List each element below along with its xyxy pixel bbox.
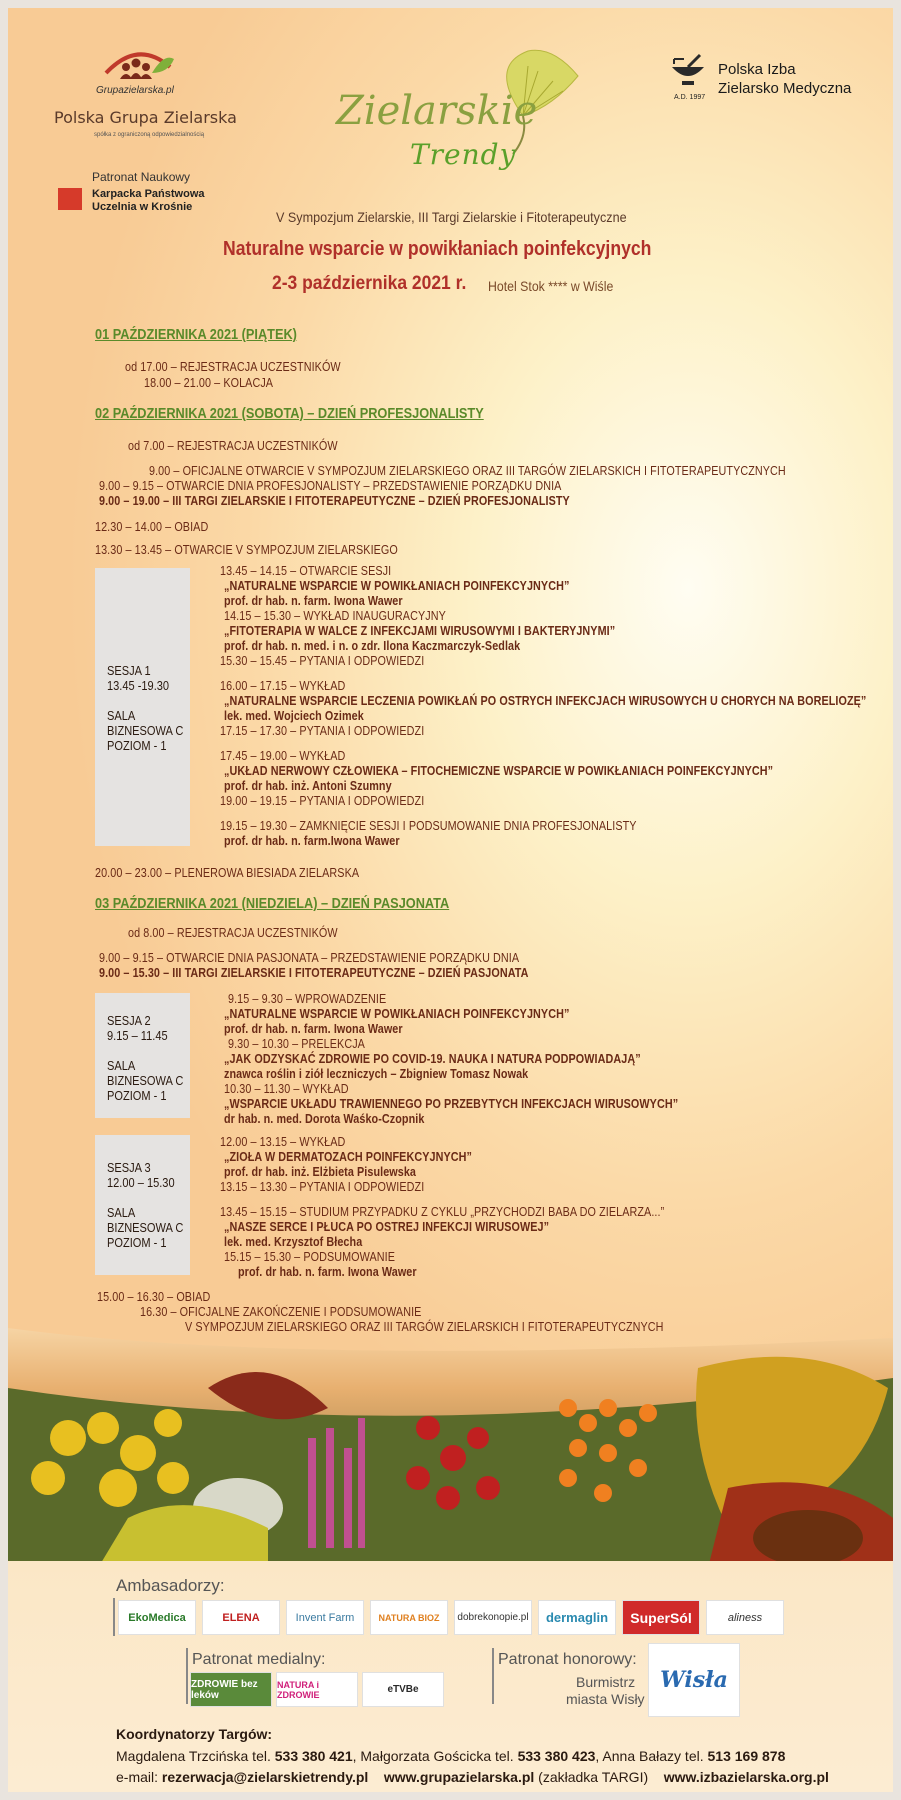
phone-3[interactable]: 513 169 878: [707, 1748, 786, 1764]
session3-item: „ZIOŁA W DERMATOZACH POINFEKCYJNYCH”: [224, 1149, 472, 1164]
session1-item: prof. dr hab. n. farm. Iwona Wawer: [224, 593, 403, 608]
session2-item: prof. dr hab. n. farm. Iwona Wawer: [224, 1021, 403, 1036]
ambassadors-label: Ambasadorzy:: [116, 1576, 225, 1595]
coordinators-label: Koordynatorzy Targów:: [116, 1726, 273, 1742]
session1-item: 19.00 – 19.15 – PYTANIA I ODPOWIEDZI: [220, 793, 425, 808]
autumn-herbs-photo: [8, 1328, 893, 1568]
grupa-logo-text: Grupazielarska.pl: [96, 85, 174, 96]
coordinators-line: [116, 1748, 785, 1764]
event-title: Naturalne wsparcie w powikłaniach poinfekcyjnych: [223, 238, 652, 260]
site-link-izba[interactable]: www.izbazielarska.org.pl: [663, 1769, 829, 1785]
day3-heading: 03 PAŹDZIERNIKA 2021 (NIEDZIELA) – DZIEŃ PASJONATA: [95, 895, 450, 912]
site-note: (zakładka TARGI): [534, 1769, 649, 1785]
coordinator-3: , Anna Bałazy tel.: [595, 1748, 708, 1764]
divider: [492, 1648, 494, 1704]
session2-item: 9.15 – 9.30 – WPROWADZENIE: [228, 991, 387, 1006]
patronat-naukowy-label: Patronat Naukowy: [92, 170, 191, 184]
session3-item: prof. dr hab. n. farm. Iwona Wawer: [238, 1264, 417, 1279]
day1-line: od 17.00 – REJESTRACJA UCZESTNIKÓW: [125, 359, 341, 374]
closing-line: V SYMPOZJUM ZIELARSKIEGO ORAZ III TARGÓW ZIELARSKICH I FITOTERAPEUTYCZNYCH: [185, 1319, 664, 1334]
contact-line: [116, 1769, 829, 1785]
session3-item: „NASZE SERCE I PŁUCA PO OSTREJ INFEKCJI WIRUSOWEJ”: [224, 1219, 550, 1234]
session2-item: „WSPARCIE UKŁADU TRAWIENNEGO PO PRZEBYTYCH INFEKCJACH WIRUSOWYCH”: [224, 1096, 679, 1111]
session3-item: 13.45 – 15.15 – STUDIUM PRZYPADKU Z CYKLU „PRZYCHODZI BABA DO ZIELARZA...”: [220, 1204, 665, 1219]
session2-item: dr hab. n. med. Dorota Waśko-Czopnik: [224, 1111, 425, 1126]
session1-item: prof. dr hab. inż. Antoni Szumny: [224, 778, 392, 793]
grupa-logo-icon: [98, 43, 178, 89]
session3-item: prof. dr hab. inż. Elżbieta Pisulewska: [224, 1164, 417, 1179]
day3-line: 9.00 – 9.15 – OTWARCIE DNIA PASJONATA – PRZEDSTAWIENIE PORZĄDKU DNIA: [99, 950, 520, 965]
email-label: e-mail:: [116, 1769, 162, 1785]
izba-name-1: Polska Izba: [718, 61, 796, 78]
site-link-grupa[interactable]: www.grupazielarska.pl: [383, 1769, 535, 1785]
sponsor-logo[interactable]: aliness: [706, 1600, 784, 1635]
honor-line-2: miasta Wisły: [566, 1691, 645, 1707]
coordinator-1: Magdalena Trzcińska tel.: [116, 1748, 275, 1764]
sponsor-logo[interactable]: dermaglin: [538, 1600, 616, 1635]
session3-box: [95, 1135, 190, 1275]
event-date: 2-3 października 2021 r.: [272, 273, 467, 294]
media-logo[interactable]: NATURA i ZDROWIE: [276, 1672, 358, 1707]
session1-item: 15.30 – 15.45 – PYTANIA I ODPOWIEDZI: [220, 653, 425, 668]
mortar-icon: [668, 53, 708, 95]
session1-item: 13.45 – 14.15 – OTWARCIE SESJI: [220, 563, 392, 578]
session2-box: [95, 993, 190, 1118]
izba-year: A.D. 1997: [674, 94, 706, 101]
phone-2[interactable]: 533 380 423: [517, 1748, 596, 1764]
day2-evening: 20.00 – 23.00 – PLENEROWA BIESIADA ZIELARSKA: [95, 865, 360, 880]
sponsor-logo[interactable]: SuperSól: [622, 1600, 700, 1635]
org-name: Polska Grupa Zielarska: [54, 108, 237, 127]
day1-line: 18.00 – 21.00 – KOLACJA: [144, 375, 274, 390]
divider: [186, 1648, 188, 1704]
closing-line: 16.30 – OFICJALNE ZAKOŃCZENIE I PODSUMOWANIE: [140, 1304, 422, 1319]
session1-item: „FITOTERAPIA W WALCE Z INFEKCJAMI WIRUSOWYMI I BAKTERYJNYMI”: [224, 623, 616, 638]
brand-subtitle: Trendy: [410, 138, 517, 171]
izba-name-2: Zielarsko Medyczna: [718, 80, 852, 97]
session1-item: 17.15 – 17.30 – PYTANIA I ODPOWIEDZI: [220, 723, 425, 738]
sponsor-logo[interactable]: dobrekonopie.pl: [454, 1600, 532, 1635]
brand-title: Zielarskie: [336, 88, 538, 134]
session1-item: 16.00 – 17.15 – WYKŁAD: [220, 678, 346, 693]
uczelnia-line-2: Uczelnia w Krośnie: [92, 201, 193, 213]
event-subtitle: V Sympozjum Zielarskie, III Targi Zielarskie i Fitoterapeutyczne: [276, 209, 627, 225]
session1-box-text: SESJA 1 13.45 -19.30 SALA BIZNESOWA C POZIOM - 1: [107, 663, 184, 753]
day2-line: od 7.00 – REJESTRACJA UCZESTNIKÓW: [128, 438, 338, 453]
session2-item: „JAK ODZYSKAĆ ZDROWIE PO COVID-19. NAUKA I NATURA PODPOWIADAJĄ”: [224, 1051, 641, 1066]
session3-item: lek. med. Krzysztof Błecha: [224, 1234, 363, 1249]
day2-line: 9.00 – OFICJALNE OTWARCIE V SYMPOZJUM ZIELARSKIEGO ORAZ III TARGÓW ZIELARSKICH I FITOTERAPEUTYCZNYCH: [149, 463, 786, 478]
sponsor-logo[interactable]: EkoMedica: [118, 1600, 196, 1635]
honor-label: Patronat honorowy:: [498, 1651, 637, 1668]
session1-item: „NATURALNE WSPARCIE LECZENIA POWIKŁAŃ PO OSTRYCH INFEKCJACH WIRUSOWYCH U CHORYCH NA BORELIOZĘ”: [224, 693, 867, 708]
day3-line: od 8.00 – REJESTRACJA UCZESTNIKÓW: [128, 925, 338, 940]
session3-item: 13.15 – 13.30 – PYTANIA I ODPOWIEDZI: [220, 1179, 425, 1194]
session3-item: 12.00 – 13.15 – WYKŁAD: [220, 1134, 346, 1149]
uczelnia-name: [92, 188, 205, 214]
session1-item: „NATURALNE WSPARCIE W POWIKŁANIACH POINFEKCYJNYCH”: [224, 578, 570, 593]
phone-1[interactable]: 533 380 421: [274, 1748, 353, 1764]
session1-item: „UKŁAD NERWOWY CZŁOWIEKA – FITOCHEMICZNE WSPARCIE W POWIKŁANIACH POINFEKCYJNYCH”: [224, 763, 774, 778]
event-poster: [8, 8, 893, 1792]
day2-line: 12.30 – 14.00 – OBIAD: [95, 519, 209, 534]
session2-box-text: SESJA 2 9.15 – 11.45 SALA BIZNESOWA C POZIOM - 1: [107, 1013, 184, 1103]
day3-line: 9.00 – 15.30 – III TARGI ZIELARSKIE I FITOTERAPEUTYCZNE – DZIEŃ PASJONATA: [99, 965, 529, 980]
event-place: Hotel Stok **** w Wiśle: [488, 278, 614, 294]
wisla-logo[interactable]: Wisła: [648, 1643, 740, 1717]
day1-heading: 01 PAŹDZIERNIKA 2021 (PIĄTEK): [95, 326, 297, 343]
day2-heading: 02 PAŹDZIERNIKA 2021 (SOBOTA) – DZIEŃ PROFESJONALISTY: [95, 405, 484, 422]
day2-line: 9.00 – 9.15 – OTWARCIE DNIA PROFESJONALISTY – PRZEDSTAWIENIE PORZĄDKU DNIA: [99, 478, 562, 493]
session1-item: lek. med. Wojciech Ozimek: [224, 708, 364, 723]
closing-line: 15.00 – 16.30 – OBIAD: [97, 1289, 211, 1304]
session2-item: „NATURALNE WSPARCIE W POWIKŁANIACH POINFEKCYJNYCH”: [224, 1006, 570, 1021]
session2-item: 9.30 – 10.30 – PRELEKCJA: [228, 1036, 365, 1051]
sponsor-logo[interactable]: NATURA BIOZ: [370, 1600, 448, 1635]
media-label: Patronat medialny:: [192, 1651, 326, 1668]
session1-item: 19.15 – 19.30 – ZAMKNIĘCIE SESJI I PODSUMOWANIE DNIA PROFESJONALISTY: [220, 818, 637, 833]
day2-line: 13.30 – 13.45 – OTWARCIE V SYMPOZJUM ZIELARSKIEGO: [95, 542, 398, 557]
coordinator-2: , Małgorzata Gościcka tel.: [352, 1748, 518, 1764]
session1-box: [95, 568, 190, 846]
session1-item: prof. dr hab. n. farm.Iwona Wawer: [224, 833, 400, 848]
session2-item: znawca roślin i ziół leczniczych – Zbigniew Tomasz Nowak: [224, 1066, 529, 1081]
sponsor-logo[interactable]: Invent Farm: [286, 1600, 364, 1635]
day2-line: 9.00 – 19.00 – III TARGI ZIELARSKIE I FITOTERAPEUTYCZNE – DZIEŃ PROFESJONALISTY: [99, 493, 570, 508]
session3-box-text: SESJA 3 12.00 – 15.30 SALA BIZNESOWA C POZIOM - 1: [107, 1160, 184, 1250]
honor-line-1: Burmistrz: [576, 1674, 636, 1690]
uczelnia-line-1: Karpacka Państwowa: [92, 188, 205, 200]
org-subtitle: spółka z ograniczoną odpowiedzialnością: [94, 132, 205, 138]
session3-item: 15.15 – 15.30 – PODSUMOWANIE: [224, 1249, 396, 1264]
media-logo[interactable]: eTVBe: [362, 1672, 444, 1707]
divider: [113, 1598, 115, 1636]
session1-item: 17.45 – 19.00 – WYKŁAD: [220, 748, 346, 763]
session1-item: 14.15 – 15.30 – WYKŁAD INAUGURACYJNY: [224, 608, 446, 623]
sponsor-logo[interactable]: ELENA: [202, 1600, 280, 1635]
uczelnia-logo-icon: [58, 188, 82, 210]
email-link[interactable]: rezerwacja@zielarskietrendy.pl: [161, 1769, 369, 1785]
session2-item: 10.30 – 11.30 – WYKŁAD: [224, 1081, 349, 1096]
session1-item: prof. dr hab. n. med. i n. o zdr. Ilona Kaczmarczyk-Sedlak: [224, 638, 521, 653]
media-logo[interactable]: ZDROWIE bez leków: [190, 1672, 272, 1707]
